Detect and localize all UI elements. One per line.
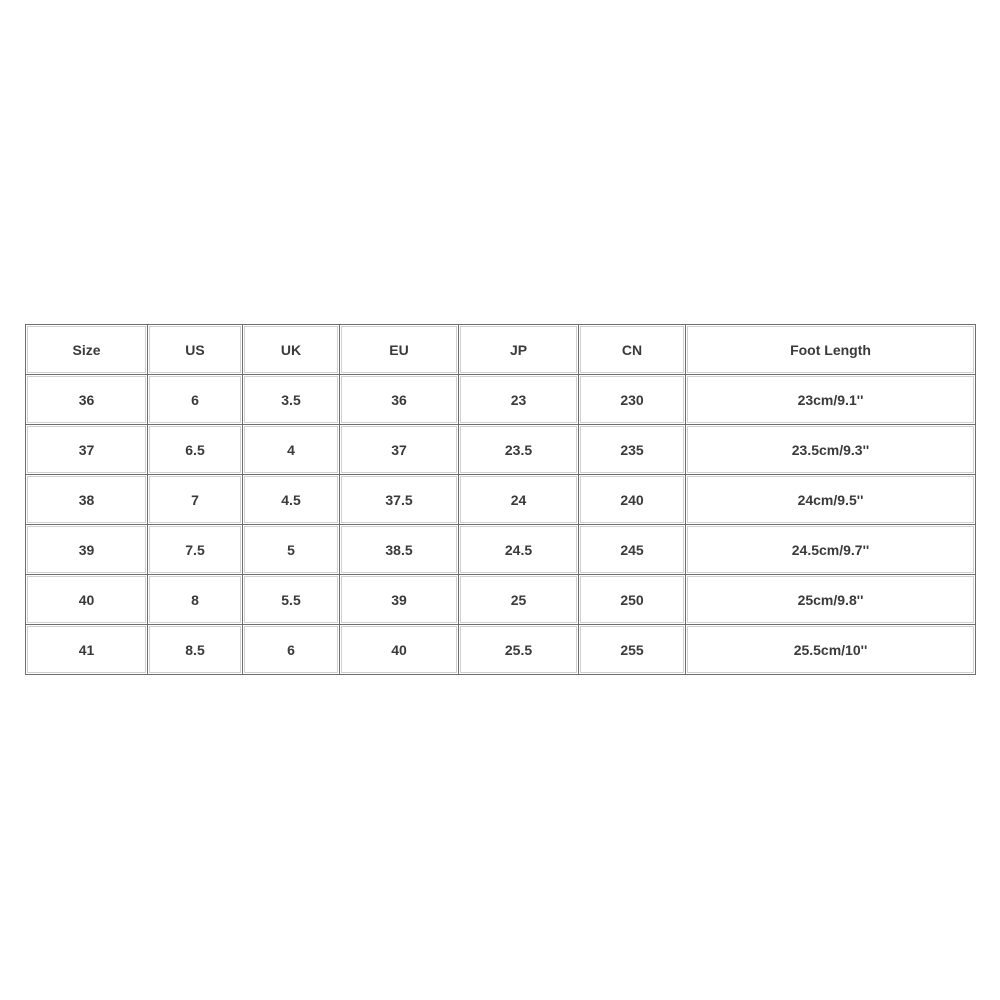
cell-size: 41 — [26, 625, 148, 675]
cell-uk: 5.5 — [243, 575, 340, 625]
cell-cn: 255 — [579, 625, 686, 675]
cell-jp: 23 — [459, 375, 579, 425]
cell-eu: 39 — [340, 575, 459, 625]
cell-us: 6 — [148, 375, 243, 425]
cell-jp: 25 — [459, 575, 579, 625]
cell-cn: 235 — [579, 425, 686, 475]
cell-eu: 40 — [340, 625, 459, 675]
header-size: Size — [26, 325, 148, 375]
cell-uk: 3.5 — [243, 375, 340, 425]
header-foot-length: Foot Length — [686, 325, 976, 375]
cell-uk: 5 — [243, 525, 340, 575]
table-row — [26, 425, 976, 475]
cell-jp: 24.5 — [459, 525, 579, 575]
table-row — [26, 525, 976, 575]
cell-jp: 24 — [459, 475, 579, 525]
cell-foot-length: 24.5cm/9.7'' — [686, 525, 976, 575]
cell-foot-length: 25.5cm/10'' — [686, 625, 976, 675]
table-row — [26, 575, 976, 625]
table-header-row — [26, 325, 976, 375]
cell-foot-length: 24cm/9.5'' — [686, 475, 976, 525]
header-cn: CN — [579, 325, 686, 375]
cell-us: 7 — [148, 475, 243, 525]
cell-cn: 240 — [579, 475, 686, 525]
header-jp: JP — [459, 325, 579, 375]
cell-us: 7.5 — [148, 525, 243, 575]
cell-eu: 36 — [340, 375, 459, 425]
cell-us: 8.5 — [148, 625, 243, 675]
header-uk: UK — [243, 325, 340, 375]
cell-jp: 23.5 — [459, 425, 579, 475]
cell-foot-length: 25cm/9.8'' — [686, 575, 976, 625]
size-chart-table — [25, 324, 976, 675]
cell-eu: 37.5 — [340, 475, 459, 525]
cell-size: 40 — [26, 575, 148, 625]
cell-eu: 37 — [340, 425, 459, 475]
table-row — [26, 475, 976, 525]
cell-us: 8 — [148, 575, 243, 625]
cell-foot-length: 23cm/9.1'' — [686, 375, 976, 425]
cell-us: 6.5 — [148, 425, 243, 475]
table-row — [26, 375, 976, 425]
cell-size: 38 — [26, 475, 148, 525]
cell-cn: 250 — [579, 575, 686, 625]
cell-foot-length: 23.5cm/9.3'' — [686, 425, 976, 475]
cell-uk: 4.5 — [243, 475, 340, 525]
cell-cn: 230 — [579, 375, 686, 425]
cell-cn: 245 — [579, 525, 686, 575]
header-eu: EU — [340, 325, 459, 375]
cell-jp: 25.5 — [459, 625, 579, 675]
cell-size: 36 — [26, 375, 148, 425]
table-row — [26, 625, 976, 675]
header-us: US — [148, 325, 243, 375]
cell-size: 39 — [26, 525, 148, 575]
cell-uk: 6 — [243, 625, 340, 675]
cell-eu: 38.5 — [340, 525, 459, 575]
cell-size: 37 — [26, 425, 148, 475]
cell-uk: 4 — [243, 425, 340, 475]
